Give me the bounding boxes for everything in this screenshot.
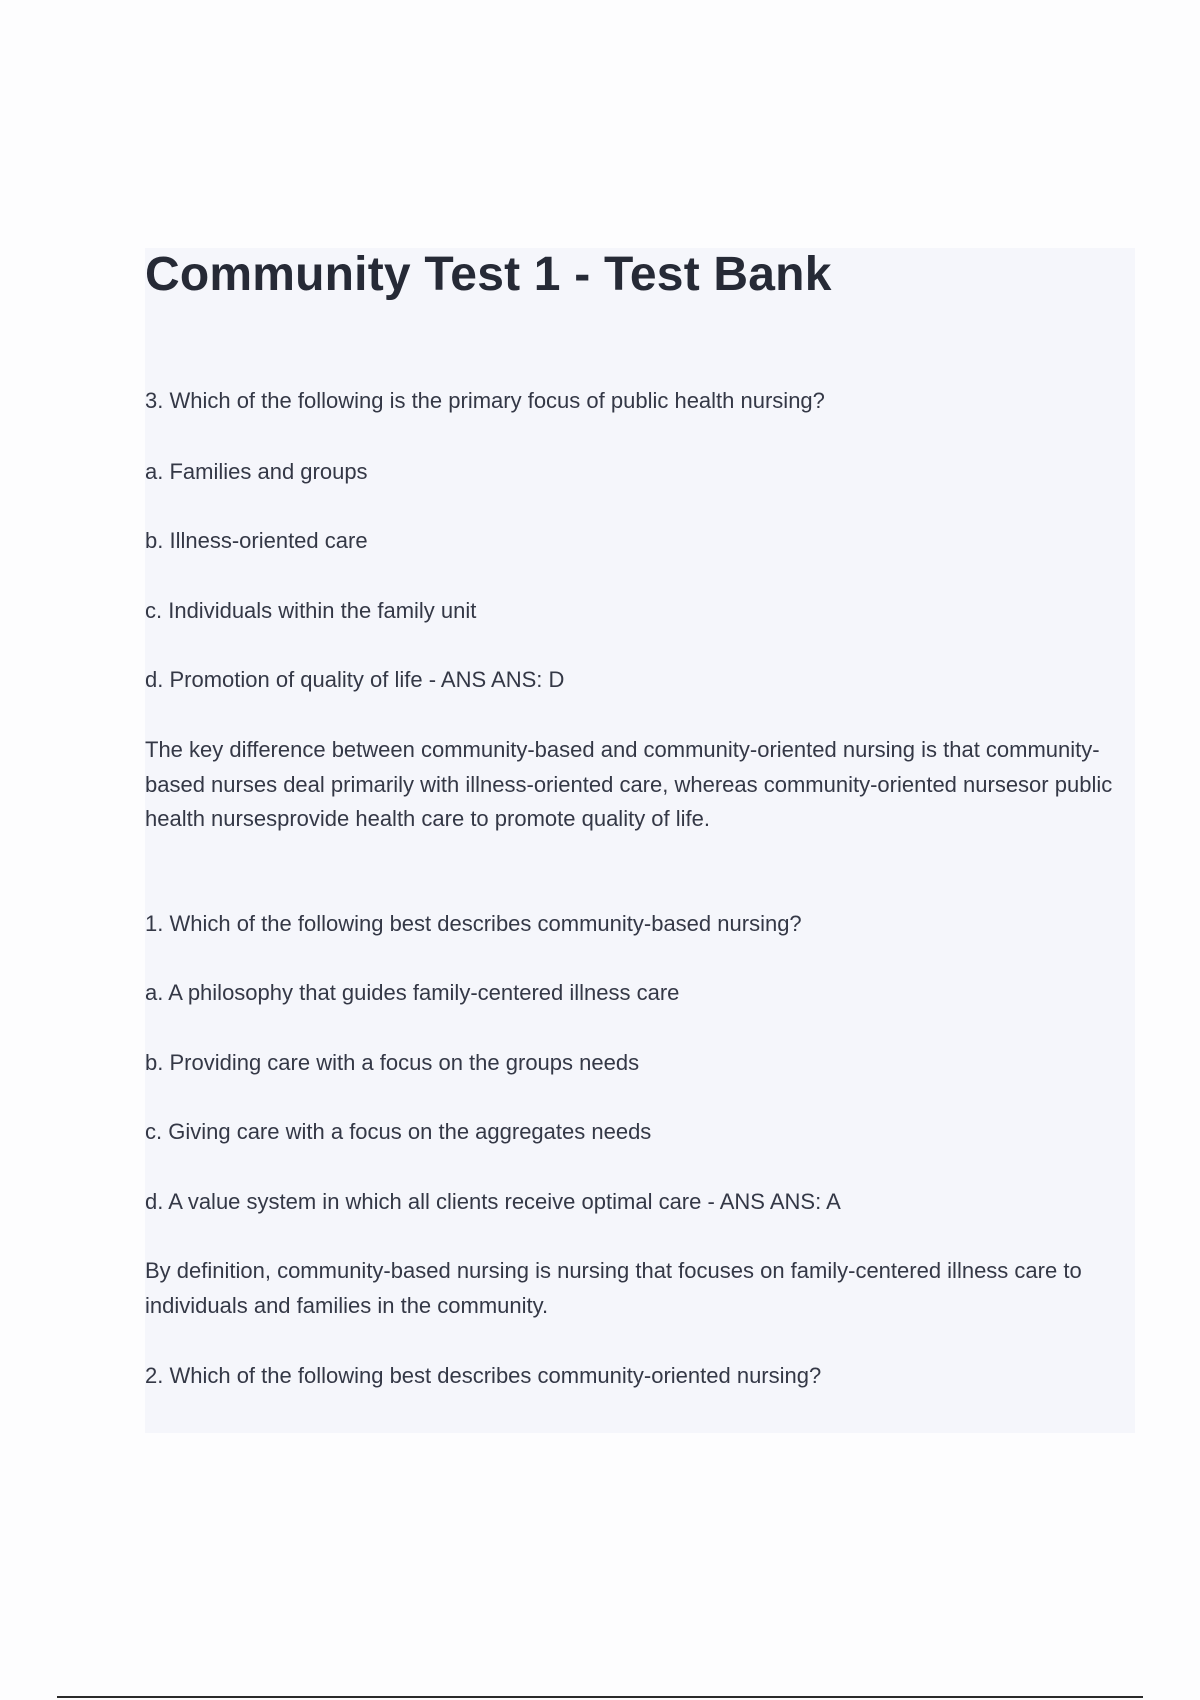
question-3-option-b: b. Illness-oriented care: [145, 528, 368, 553]
footer-divider: [57, 1696, 1143, 1698]
question-2-text: 2. Which of the following best describes community-oriented nursing?: [145, 1363, 822, 1388]
question-3-text: 3. Which of the following is the primary focus of public health nursing?: [145, 388, 825, 413]
question-1-rationale: By definition, community-based nursing is nursing that focuses on family-centered illness care to individuals and families in the community.: [145, 1258, 1082, 1318]
question-3-option-c: c. Individuals within the family unit: [145, 598, 477, 623]
question-3-rationale: The key difference between community-based and community-oriented nursing is that community-based nurses deal primarily with illness-oriented care, whereas community-oriented nursesor public health nursesprovide health care to promote quality of life.: [145, 737, 1113, 831]
question-3-option-a: a. Families and groups: [145, 459, 368, 484]
question-1-option-b: b. Providing care with a focus on the groups needs: [145, 1050, 640, 1075]
page-title: Community Test 1 - Test Bank: [145, 248, 832, 301]
question-3-option-d-answer: d. Promotion of quality of life - ANS ANS: D: [145, 667, 565, 692]
question-1-text: 1. Which of the following best describes community-based nursing?: [145, 911, 802, 936]
question-1-option-c: c. Giving care with a focus on the aggregates needs: [145, 1119, 652, 1144]
question-1-option-d-answer: d. A value system in which all clients receive optimal care - ANS ANS: A: [145, 1189, 841, 1214]
question-1-option-a: a. A philosophy that guides family-centered illness care: [145, 980, 680, 1005]
